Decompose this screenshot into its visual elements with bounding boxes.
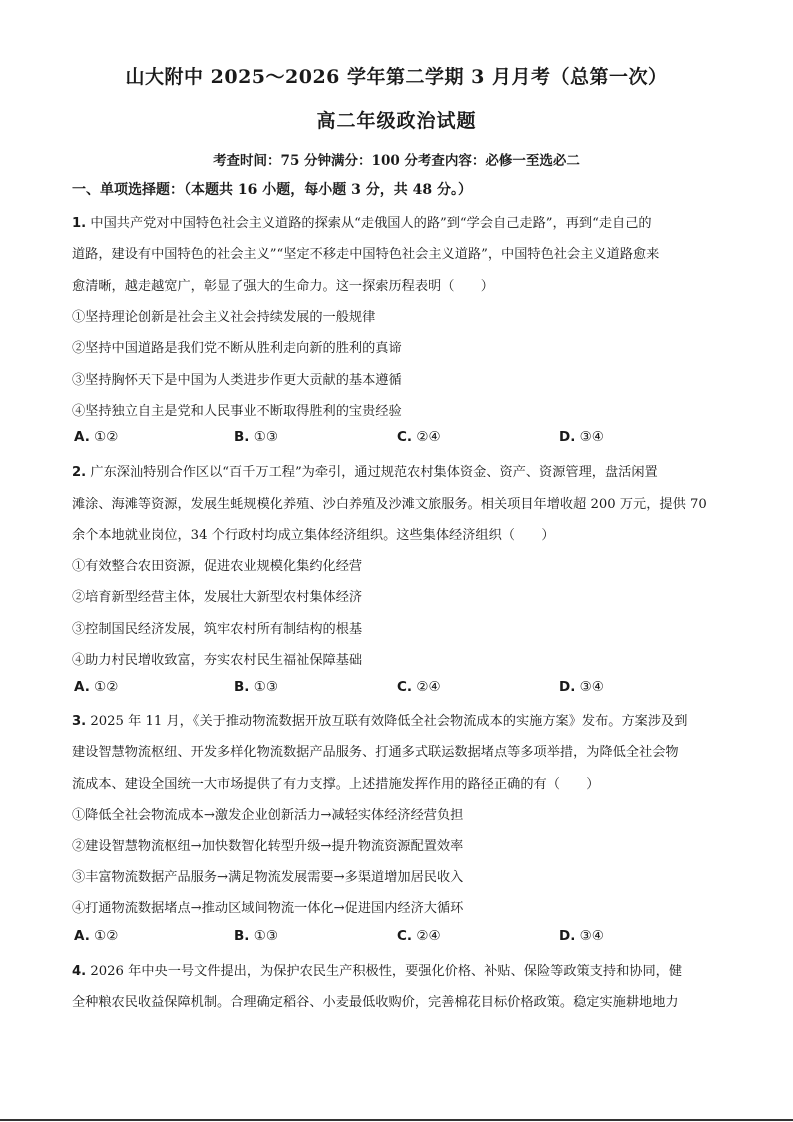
question-1-option-a: A. ①② <box>74 429 119 445</box>
question-2-item-4: ④助力村民增收致富，夯实农村民生福祉保障基础 <box>72 653 363 668</box>
page-bottom-rule <box>0 1119 793 1121</box>
question-2-line-2: 滩涂、海滩等资源，发展生蚝规模化养殖、沙白养殖及沙滩文旅服务。相关项目年增收超 200 万元，提供 70 <box>72 497 707 512</box>
question-1-line-3: 愈清晰，越走越宽广，彰显了强大的生命力。这一探索历程表明（ ） <box>72 279 494 294</box>
question-3-option-d: D. ③④ <box>559 928 604 944</box>
question-4-line-1: 4. 2026 年中央一号文件提出，为保护农民生产积极性，要强化价格、补贴、保险等政策支持和协同，健 <box>72 964 683 979</box>
question-1-item-1: ①坚持理论创新是社会主义社会持续发展的一般规律 <box>72 310 376 325</box>
question-2-option-d: D. ③④ <box>559 679 604 695</box>
question-3-item-2: ②建设智慧物流枢纽→加快数智化转型升级→提升物流资源配置效率 <box>72 839 464 854</box>
question-3-option-a: A. ①② <box>74 928 119 944</box>
question-3-option-c: C. ②④ <box>397 928 441 944</box>
exam-info: 考查时间：75 分钟满分：100 分考查内容：必修一至选必二 <box>213 153 580 169</box>
question-1-item-3: ③坚持胸怀天下是中国为人类进步作更大贡献的基本遵循 <box>72 373 402 388</box>
question-3-line-1: 3. 2025 年 11 月，《关于推动物流数据开放互联有效降低全社会物流成本的实施方案》发布。方案涉及到 <box>72 714 688 729</box>
question-1-option-d: D. ③④ <box>559 429 604 445</box>
question-3-line-2: 建设智慧物流枢纽、开发多样化物流数据产品服务、打通多式联运数据堵点等多项举措，为降低全社会物 <box>72 745 679 760</box>
question-2-item-2: ②培育新型经营主体，发展壮大新型农村集体经济 <box>72 590 363 605</box>
exam-subtitle: 高二年级政治试题 <box>316 110 477 132</box>
question-1-option-c: C. ②④ <box>397 429 441 445</box>
question-3-item-1: ①降低全社会物流成本→激发企业创新活力→减轻实体经济经营负担 <box>72 808 464 823</box>
question-1-item-4: ④坚持独立自主是党和人民事业不断取得胜利的宝贵经验 <box>72 404 402 419</box>
question-4-line-2: 全种粮农民收益保障机制。合理确定稻谷、小麦最低收购价，完善棉花目标价格政策。稳定实施耕地地力 <box>72 995 679 1010</box>
question-4-number: 4. <box>72 964 87 979</box>
question-1-line-2: 道路，建设有中国特色的社会主义”“坚定不移走中国特色社会主义道路”，中国特色社会主义道路愈来 <box>72 247 660 262</box>
question-3-line-3: 流成本、建设全国统一大市场提供了有力支撑。上述措施发挥作用的路径正确的有（ ） <box>72 777 600 792</box>
question-2-option-c: C. ②④ <box>397 679 441 695</box>
question-3-option-b: B. ①③ <box>234 928 278 944</box>
question-1-line-1: 1. 中国共产党对中国特色社会主义道路的探索从“走俄国人的路”到“学会自己走路”，再到“走自己的 <box>72 216 652 231</box>
question-1-option-b: B. ①③ <box>234 429 278 445</box>
question-2-option-b: B. ①③ <box>234 679 278 695</box>
question-3-item-3: ③丰富物流数据产品服务→满足物流发展需要→多渠道增加居民收入 <box>72 870 464 885</box>
question-1-number: 1. <box>72 216 87 231</box>
question-2-line-1: 2. 广东深汕特别合作区以“百千万工程”为牵引，通过规范农村集体资金、资产、资源管理，盘活闲置 <box>72 465 658 480</box>
question-3-item-4: ④打通物流数据堵点→推动区域间物流一体化→促进国内经济大循环 <box>72 901 464 916</box>
question-2-option-a: A. ①② <box>74 679 119 695</box>
question-3-number: 3. <box>72 714 87 729</box>
question-2-item-3: ③控制国民经济发展，筑牢农村所有制结构的根基 <box>72 622 363 637</box>
question-2-line-3: 余个本地就业岗位，34 个行政村均成立集体经济组织。这些集体经济组织（ ） <box>72 528 555 543</box>
exam-title: 山大附中 2025～2026 学年第二学期 3 月月考（总第一次） <box>125 66 668 88</box>
question-1-item-2: ②坚持中国道路是我们党不断从胜利走向新的胜利的真谛 <box>72 341 402 356</box>
question-2-number: 2. <box>72 465 87 480</box>
question-2-item-1: ①有效整合农田资源，促进农业规模化集约化经营 <box>72 559 363 574</box>
section-heading: 一、单项选择题：（本题共 16 小题，每小题 3 分，共 48 分。） <box>72 182 472 198</box>
